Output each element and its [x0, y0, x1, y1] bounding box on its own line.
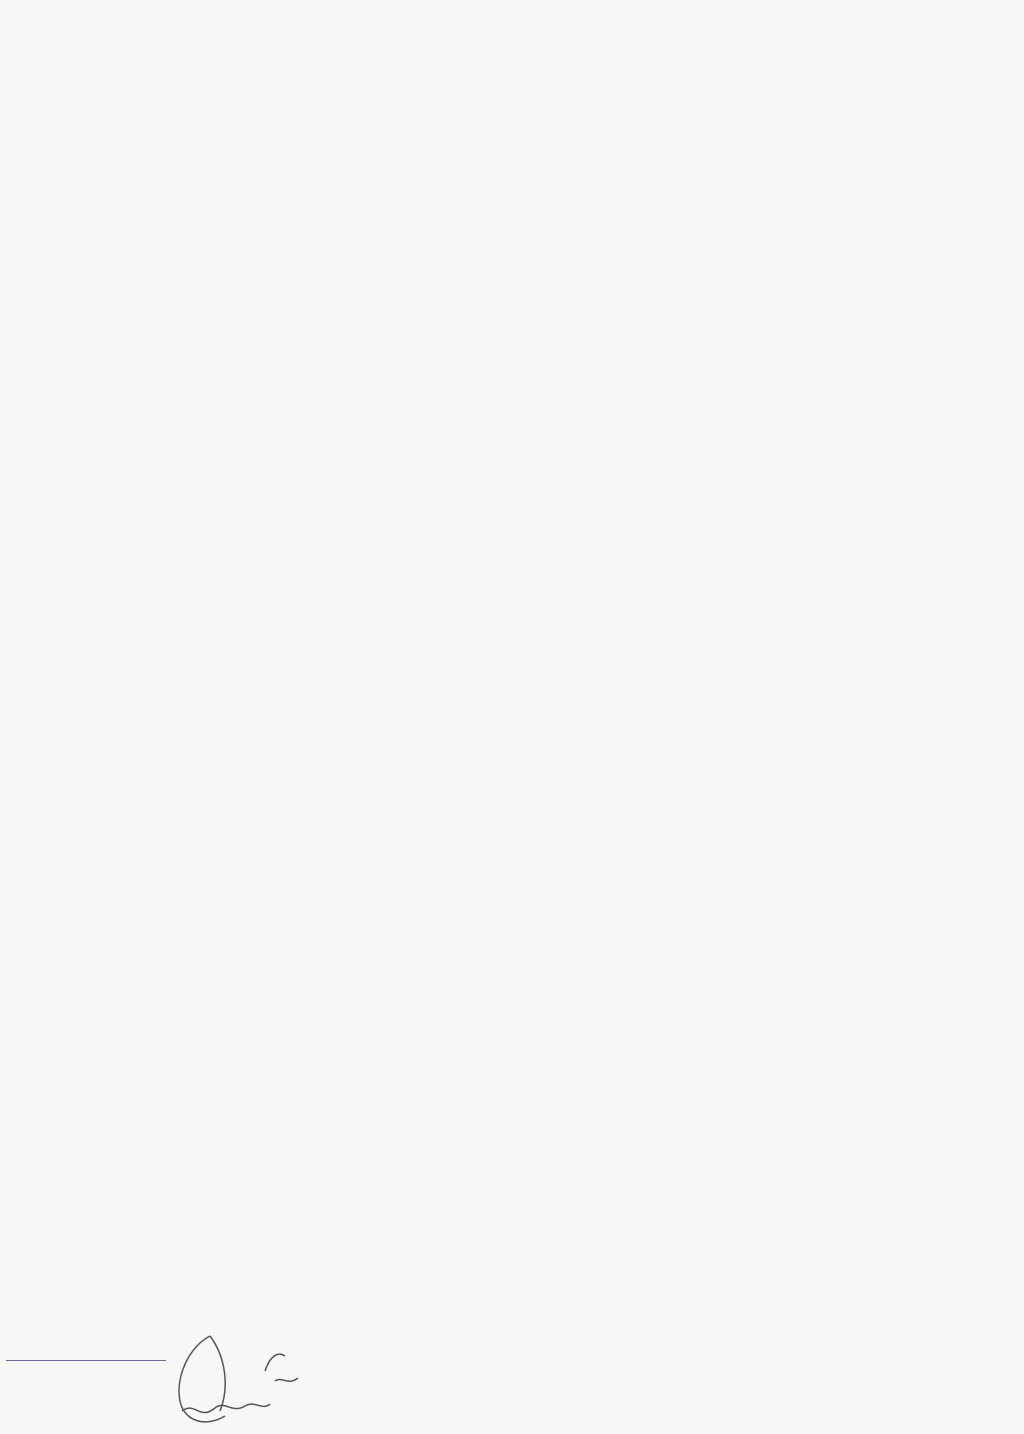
manager-stamp — [175, 1320, 395, 1434]
document-body — [134, 114, 886, 134]
inspector-stamp — [6, 1340, 161, 1430]
stamp-line — [6, 1360, 166, 1361]
